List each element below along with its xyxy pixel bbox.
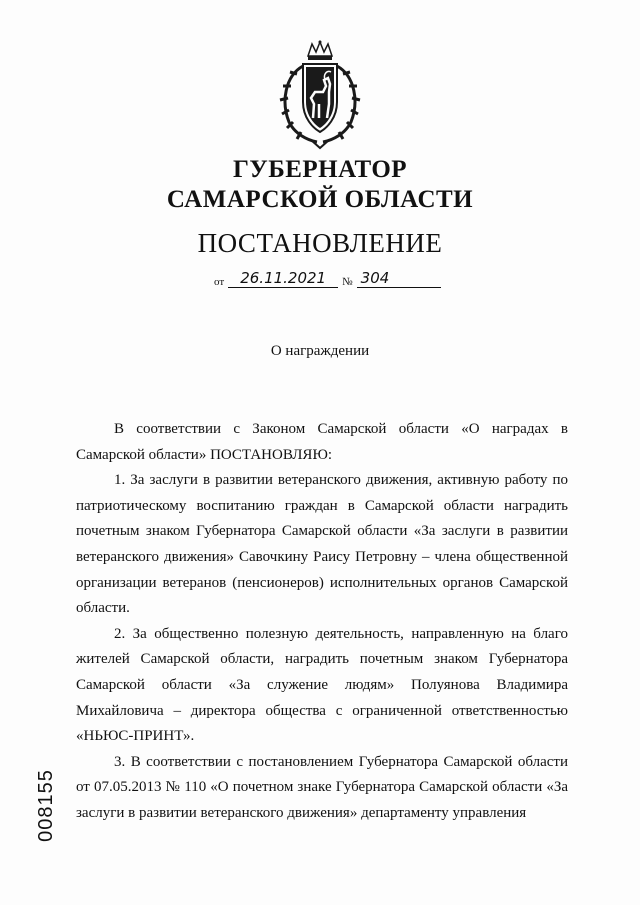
clause-3-paragraph: 3. В соответствии с постановлением Губернатора Самарской области от 07.05.2013 № 110 «О почетном знаке Губернатора Самарской области «За заслуги в развитии ветеранского движения» департаменту управления — [76, 753, 568, 821]
preamble-paragraph: В соответствии с Законом Самарской области «О наградах в Самарской области» ПОСТАНОВЛЯЮ: — [76, 421, 568, 463]
stamp-number-text: 008155 — [34, 768, 57, 842]
clause-1-paragraph: 1. За заслуги в развитии ветеранского движения, активную работу по патриотическому воспитанию граждан в Самарской области наградить почетным знаком Губернатора Самарской области «За заслуги в развитии ветеранского движения» Савочкину Раису Петровну – члена общественной организации ветеранов (пенсионеров) исполнительных органов Самарской области. — [76, 472, 568, 617]
clause-2-paragraph: 2. За общественно полезную деятельность, направленную на благо жителей Самарской области, наградить почетным знаком Губернатора Самарской области «За служение людям» Полуянова Владимира Михайловича – директора общества с ограниченной ответственностью «НЬЮС-ПРИНТ». — [76, 625, 568, 745]
handwritten-number: 304 — [357, 270, 441, 288]
handwritten-date: 26.11.2021 — [228, 270, 338, 288]
document-type-title: ПОСТАНОВЛЕНИЕ — [197, 228, 443, 258]
registration-stamp-number — [22, 770, 70, 840]
number-prefix: № — [342, 276, 353, 288]
issuer-title-line1: ГУБЕРНАТОР — [232, 156, 408, 183]
document-date-number-line — [214, 270, 441, 288]
document-subject: О награждении — [270, 343, 370, 359]
date-prefix: от — [214, 276, 225, 288]
issuer-title-line2: САМАРСКОЙ ОБЛАСТИ — [166, 186, 474, 213]
coat-of-arms-emblem — [275, 40, 365, 150]
document-body — [76, 417, 568, 827]
